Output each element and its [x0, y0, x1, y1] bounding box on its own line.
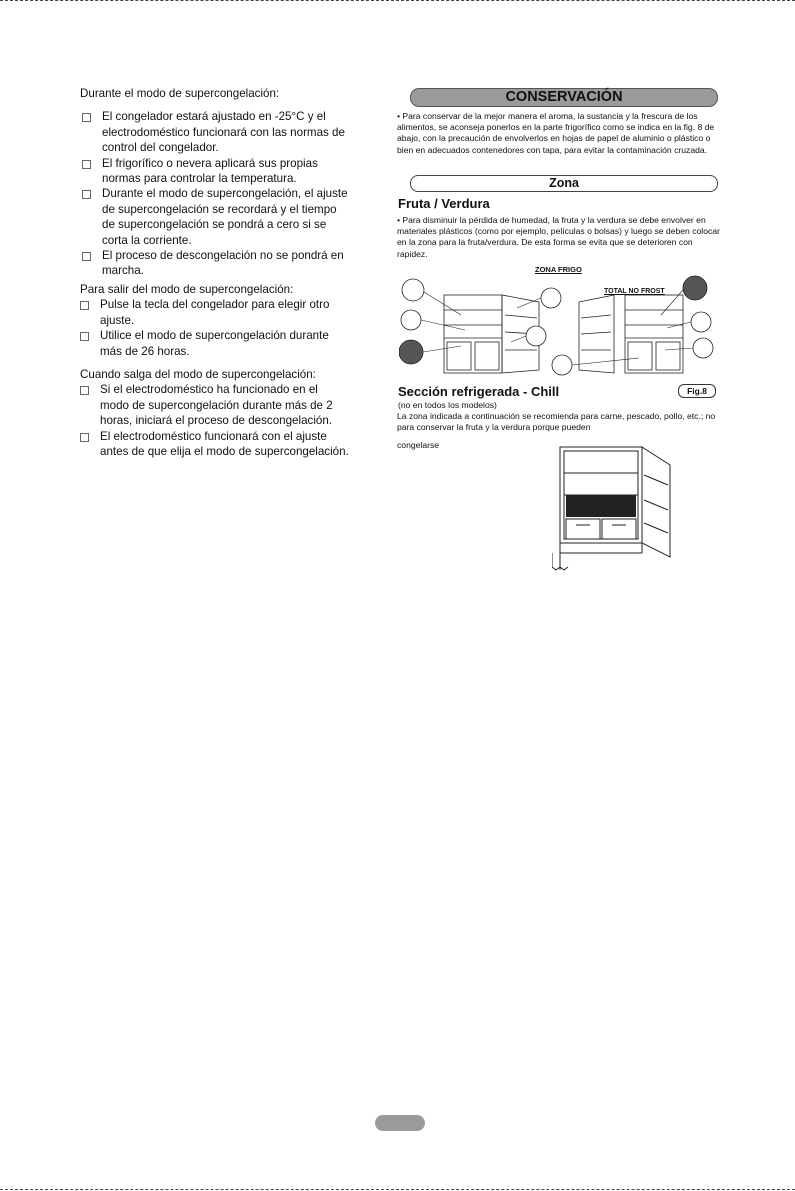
- bullet-box-icon: [80, 332, 89, 341]
- figure-label: Fig.8: [678, 384, 716, 398]
- during-section: [80, 86, 350, 279]
- during-list: [80, 109, 350, 278]
- page-number-badge: [375, 1115, 425, 1131]
- bullet-box-icon: [80, 301, 89, 310]
- exit-list: [78, 297, 350, 359]
- list-item: Utilice el modo de supercongelación durante más de 26 horas.: [78, 328, 350, 359]
- chill-section-illustration-icon: [552, 445, 674, 575]
- exit-heading: Para salir del modo de supercongelación:: [80, 283, 294, 296]
- when-heading: Cuando salga del modo de supercongelación:: [80, 368, 316, 381]
- zona-frigo-label: ZONA FRIGO: [535, 265, 582, 274]
- bullet-box-icon: [80, 386, 89, 395]
- exit-section: [80, 282, 350, 359]
- chill-text-end: congelarse: [397, 440, 440, 450]
- when-section: [80, 367, 350, 459]
- bullet-box-icon: [80, 433, 89, 442]
- list-item: El electrodoméstico funcionará con el ajuste antes de que elija el modo de supercongelación.: [78, 429, 350, 460]
- chill-text: La zona indicada a continuación se recomienda para carne, pescado, pollo, etc.; no para conservar la fruta y la verdura porque pueden: [397, 411, 716, 433]
- list-item: El congelador estará ajustado en -25°C y el electrodoméstico funcionará con las normas de control del congelador.: [80, 109, 350, 155]
- fruta-verdura-text: • Para disminuir la pérdida de humedad, la fruta y la verdura se debe envolver en materiales plásticos (como por ejemplo, películas o bolsas) y luego se deben colocar en la zona para la fruta/verdura. De esta forma se evita que se deterioren con rapidez.: [397, 215, 720, 259]
- bullet-box-icon: [82, 160, 91, 169]
- bullet-box-icon: [82, 190, 91, 199]
- list-item: El frigorífico o nevera aplicará sus propias normas para controlar la temperatura.: [80, 156, 350, 187]
- zona-label: Zona: [410, 175, 718, 192]
- conservacion-text: • Para conservar de la mejor manera el aroma, la sustancia y la frescura de los alimentos, se aconseja ponerlos en la parte frigorífico como se indica en la fig. 8 de abajo, con la precaución de envolverlos en hojas de papel de aluminio o plástico o bien en adecuados contenedores con tapa, para evitar la contaminación cruzada.: [397, 111, 715, 155]
- list-item: Si el electrodoméstico ha funcionado en el modo de supercongelación durante más de 2 horas, iniciará el proceso de descongelación.: [78, 382, 350, 428]
- when-list: [78, 382, 350, 459]
- list-item: El proceso de descongelación no se pondrá en marcha.: [80, 248, 350, 279]
- bottom-dashed-border: [0, 1189, 795, 1190]
- list-item: Durante el modo de supercongelación, el ajuste de supercongelación se recordará y el tiempo de supercongelación se pondrá a cero si se corta la corriente.: [80, 186, 350, 248]
- list-item: Pulse la tecla del congelador para elegir otro ajuste.: [78, 297, 350, 328]
- chill-section-title: Sección refrigerada - Chill: [398, 384, 560, 399]
- top-dashed-border: [0, 0, 795, 1]
- fruta-verdura-title: Fruta / Verdura: [398, 196, 490, 211]
- total-no-frost-label: TOTAL NO FROST: [604, 288, 665, 295]
- fridge-illustration-icon: [399, 270, 721, 378]
- chill-note: (no en todos los modelos): [398, 400, 497, 410]
- conservacion-banner: CONSERVACIÓN: [410, 88, 718, 107]
- bullet-box-icon: [82, 113, 91, 122]
- during-heading: Durante el modo de supercongelación:: [80, 87, 280, 100]
- bullet-box-icon: [82, 252, 91, 261]
